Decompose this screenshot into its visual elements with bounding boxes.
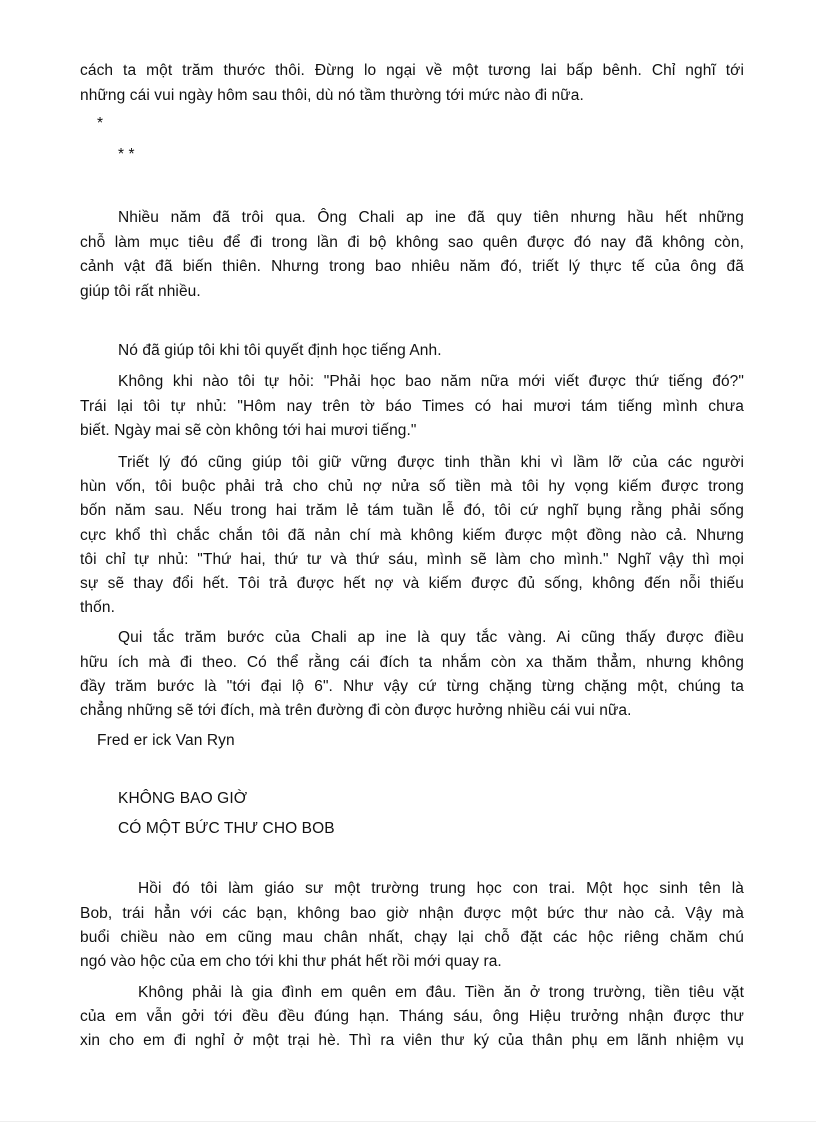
paragraph-first-line: Không khi nào tôi tự hỏi: "Phải học bao năm nữa mới viết được thứ tiếng đó?" [118,373,744,390]
text-line: đầy trăm bước là "tới đại lộ 6". Như vậy cứ từng chặng từng chặng một, chúng ta [80,678,744,695]
text-line: thốn. [80,599,115,616]
text-line: chẳng những sẽ tới đích, mà trên đường đi còn được hưởng nhiều cái vui nữa. [80,702,632,719]
chapter-title: CÓ MỘT BỨC THƯ CHO BOB [118,820,335,837]
text-line: những cái vui ngày hôm sau thôi, dù nó tầm thường tới mức nào đi nữa. [80,87,584,104]
text-line: chỗ làm mục tiêu để đi trong lần đi bộ không sao quên được đó nay đã không còn, [80,234,744,251]
text-line: xin cho em đi nghỉ ở một trại hè. Thì ra viên thư ký của thân phụ em lãnh nhiệm vụ [80,1032,744,1049]
chapter-title: KHÔNG BAO GIỜ [118,790,248,807]
paragraph-first-line: Hồi đó tôi làm giáo sư một trường trung học con trai. Một học sinh tên là [138,880,744,897]
text-line: cực khổ thì chắc chắn tôi đã nản chí mà không kiếm được một đồng nào cả. Nhưng [80,527,744,544]
text-line: hữu ích mà đi theo. Có thể rằng cái đích ta nhắm còn xa thăm thẳm, nhưng không [80,654,744,671]
paragraph-first-line: Không phải là gia đình em quên em đâu. Tiền ăn ở trong trường, tiền tiêu vặt [138,984,744,1001]
paragraph-first-line: Nó đã giúp tôi khi tôi quyết định học tiếng Anh. [118,342,442,359]
section-separator: * [97,115,104,132]
text-line: cảnh vật đã biến thiên. Nhưng trong bao nhiêu năm đó, triết lý thực tế của ông đã [80,258,744,275]
text-line: Trái lại tôi tự nhủ: "Hôm nay trên tờ báo Times có hai mươi tám tiếng mình chưa [80,398,744,415]
text-line: hùn vốn, tôi buộc phải trả cho chủ nợ nửa số tiền mà tôi hy vọng kiếm được trong [80,478,744,495]
text-line: tôi chỉ tự nhủ: "Thứ hai, thứ tư và thứ sáu, mình sẽ làm cho mình." Nghĩ vậy thì mọi [80,551,744,568]
author-name: Fred er ick Van Ryn [97,732,235,749]
paragraph-first-line: Triết lý đó cũng giúp tôi giữ vững được tinh thần khi vì lầm lỡ của các người [118,454,744,471]
text-line: bốn năm sau. Nếu trong hai trăm lẻ tám tuần lễ đó, tôi cứ nghĩ bụng rằng phải sống [80,502,744,519]
text-line: của em vẫn gởi tới đều đều đúng hạn. Tháng sáu, ông Hiệu trưởng nhận được thư [80,1008,744,1025]
text-line: cách ta một trăm thước thôi. Đừng lo ngại về một tương lai bấp bênh. Chỉ nghĩ tới [80,62,744,79]
page-bottom-edge [0,1121,816,1122]
paragraph-first-line: Nhiều năm đã trôi qua. Ông Chali ap ine đã quy tiên nhưng hầu hết những [118,209,744,226]
text-line: sự sẽ thay đổi hết. Tôi trả được hết nợ và kiếm được đủ sống, không đến nỗi thiếu [80,575,744,592]
text-line: buổi chiều nào em cũng mau chân nhất, chạy lại chỗ đặt các hộc riêng chăm chú [80,929,744,946]
text-line: biết. Ngày mai sẽ còn không tới hai mươi tiếng." [80,422,417,439]
section-separator: * * [118,146,135,163]
paragraph-first-line: Qui tắc trăm bước của Chali ap ine là quy tắc vàng. Ai cũng thấy được điều [118,629,744,646]
text-line: Bob, trái hẳn với các bạn, không bao giờ nhận được một bức thư nào cả. Vậy mà [80,905,744,922]
text-line: ngó vào hộc của em cho tới khi thư phát hết rồi mới quay ra. [80,953,502,970]
text-line: giúp tôi rất nhiều. [80,283,201,300]
